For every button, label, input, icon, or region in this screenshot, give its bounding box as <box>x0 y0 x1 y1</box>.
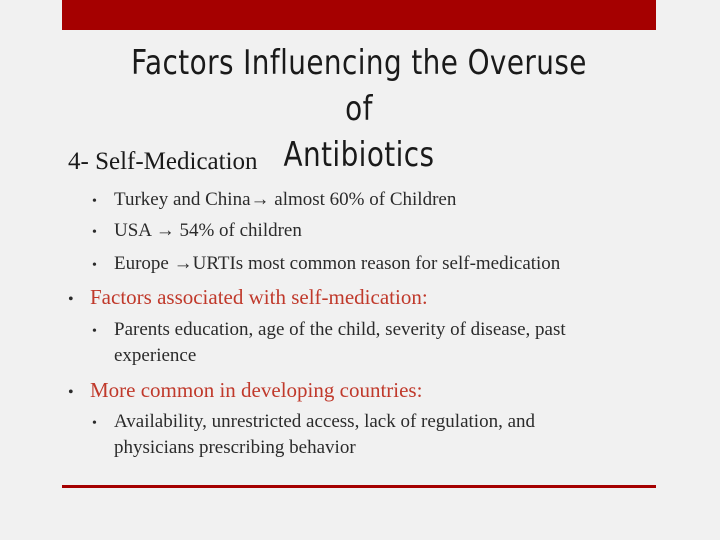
sub-bullet-text: Availability, unrestricted access, lack of regulation, and <box>114 411 536 432</box>
section-heading: 4- Self-Medication <box>68 148 258 175</box>
bullet-dot: • <box>68 384 74 401</box>
bullet-factors-associated <box>68 285 428 310</box>
bullet-dot: • <box>92 324 97 339</box>
bullet-developing-countries <box>68 378 422 403</box>
bullet-dot: • <box>68 291 74 308</box>
sub-bullet-text: Parents education, age of the child, severity of disease, past <box>114 319 566 340</box>
sub-bullet-text: USA → 54% of children <box>114 220 302 241</box>
title-line-1: Factors Influencing the Overuse of <box>131 43 587 129</box>
bullet-dot: • <box>92 258 97 273</box>
sub-bullet-usa <box>92 220 302 242</box>
title-line-2: Antibiotics <box>283 135 435 175</box>
bullet-text: More common in developing countries: <box>90 378 423 402</box>
top-accent-bar <box>62 0 656 30</box>
bullet-dot: • <box>92 416 97 431</box>
sub-bullet-text: Turkey and China→ almost 60% of Children <box>114 189 457 210</box>
bullet-dot: • <box>92 194 97 209</box>
sub-bullet-continuation: physicians prescribing behavior <box>114 437 356 458</box>
bullet-text: Factors associated with self-medication: <box>90 285 428 309</box>
bottom-divider <box>62 485 656 488</box>
sub-bullet-parents-education <box>92 319 566 341</box>
sub-bullet-turkey-china <box>92 189 456 211</box>
sub-bullet-availability <box>92 411 535 433</box>
bullet-dot: • <box>92 225 97 240</box>
sub-bullet-continuation: experience <box>114 345 197 366</box>
sub-bullet-europe <box>92 253 560 275</box>
sub-bullet-text: Europe →URTIs most common reason for self-medication <box>114 253 561 274</box>
